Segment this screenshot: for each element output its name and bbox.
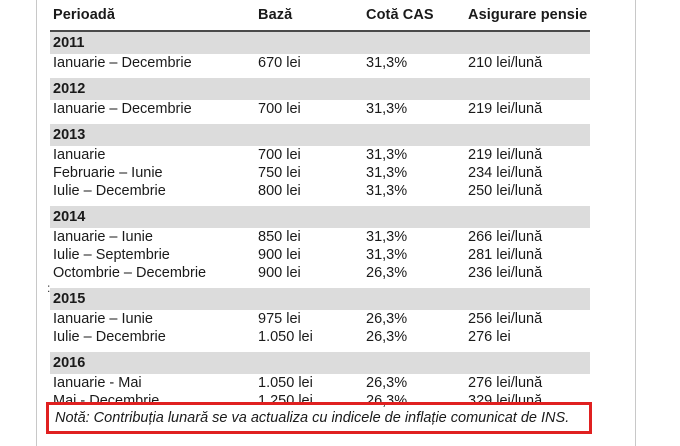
row-cas: 31,3%	[366, 182, 408, 199]
row-period: Ianuarie – Decembrie	[53, 100, 192, 117]
row-pension: 250 lei/lună	[468, 182, 543, 199]
row-base: 670 lei	[258, 54, 301, 71]
table-row	[50, 328, 590, 346]
table-row	[50, 228, 590, 246]
year-heading: 2011	[50, 32, 590, 54]
row-cas: 31,3%	[366, 146, 408, 163]
row-base: 700 lei	[258, 146, 301, 163]
table-row	[50, 374, 590, 392]
table-row	[50, 146, 590, 164]
row-cas: 26,3%	[366, 374, 408, 391]
row-cas: 31,3%	[366, 100, 408, 117]
row-base: 850 lei	[258, 228, 301, 245]
stray-mark: :	[47, 281, 51, 295]
row-period: Ianuarie	[53, 146, 106, 163]
row-pension: 236 lei/lună	[468, 264, 543, 281]
row-cas: 31,3%	[366, 164, 408, 181]
year-heading: 2013	[50, 124, 590, 146]
row-cas: 26,3%	[366, 310, 408, 327]
row-cas: 26,3%	[366, 264, 408, 281]
year-heading: 2016	[50, 352, 590, 374]
row-period: Ianuarie – Iunie	[53, 310, 153, 327]
row-pension: 276 lei/lună	[468, 374, 543, 391]
row-cas: 31,3%	[366, 246, 408, 263]
year-heading: 2015	[50, 288, 590, 310]
row-base: 1.050 lei	[258, 374, 313, 391]
table-row	[50, 100, 590, 118]
year-group	[50, 288, 590, 346]
row-cas: 31,3%	[366, 54, 408, 71]
row-period: Iulie – Decembrie	[53, 328, 166, 345]
row-period: Mai - Decembrie	[53, 392, 160, 409]
row-period: Ianuarie – Iunie	[53, 228, 153, 245]
year-group	[50, 32, 590, 72]
row-base: 975 lei	[258, 310, 301, 327]
table-row	[50, 310, 590, 328]
year-heading: 2014	[50, 206, 590, 228]
table-row	[50, 164, 590, 182]
year-group	[50, 352, 590, 410]
table-row	[50, 182, 590, 200]
pension-table	[50, 0, 590, 410]
row-period: Octombrie – Decembrie	[53, 264, 207, 281]
table-row	[50, 246, 590, 264]
row-pension: 256 lei/lună	[468, 310, 543, 327]
table-row	[50, 264, 590, 282]
row-base: 900 lei	[258, 246, 301, 263]
row-pension: 281 lei/lună	[468, 246, 543, 263]
row-base: 700 lei	[258, 100, 301, 117]
row-period: Iulie – Septembrie	[53, 246, 170, 263]
row-period: Februarie – Iunie	[53, 164, 163, 181]
table-header	[50, 0, 590, 30]
row-pension: 276 lei	[468, 328, 511, 345]
header-pension: Asigurare pensie	[468, 7, 588, 23]
header-cas: Cotă CAS	[366, 7, 434, 23]
row-base: 1.050 lei	[258, 328, 313, 345]
header-base: Bază	[258, 7, 293, 23]
row-period: Ianuarie – Decembrie	[53, 54, 192, 71]
row-cas: 26,3%	[366, 328, 408, 345]
row-base: 1.250 lei	[258, 392, 313, 409]
year-group	[50, 124, 590, 200]
header-period: Perioadă	[53, 7, 116, 23]
row-pension: 329 lei/lună	[468, 392, 543, 409]
table-row	[50, 54, 590, 72]
row-pension: 219 lei/lună	[468, 146, 543, 163]
row-cas: 26,3%	[366, 392, 408, 409]
row-base: 750 lei	[258, 164, 301, 181]
year-group	[50, 78, 590, 118]
row-pension: 266 lei/lună	[468, 228, 543, 245]
row-period: Ianuarie - Mai	[53, 374, 142, 391]
row-base: 900 lei	[258, 264, 301, 281]
row-cas: 31,3%	[366, 228, 408, 245]
row-base: 800 lei	[258, 182, 301, 199]
year-group	[50, 206, 590, 282]
inflation-note: Notă: Contribuția lunară se va actualiza cu indicele de inflație comunicat de INS.	[46, 402, 592, 434]
row-pension: 219 lei/lună	[468, 100, 543, 117]
year-heading: 2012	[50, 78, 590, 100]
row-pension: 234 lei/lună	[468, 164, 543, 181]
row-period: Iulie – Decembrie	[53, 182, 166, 199]
row-pension: 210 lei/lună	[468, 54, 543, 71]
table-body	[50, 32, 590, 410]
